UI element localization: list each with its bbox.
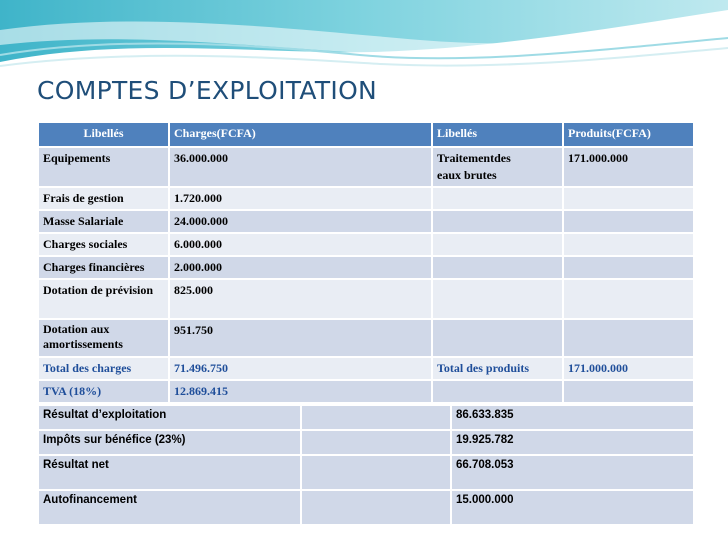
row-produits bbox=[563, 233, 694, 256]
row-label: Equipements bbox=[38, 147, 169, 187]
result-spacer bbox=[301, 405, 451, 430]
table-row-tva bbox=[38, 380, 694, 403]
header-charges: Charges(FCFA) bbox=[169, 122, 432, 147]
table-row bbox=[38, 319, 694, 357]
row-produits bbox=[563, 256, 694, 279]
result-row bbox=[38, 405, 694, 430]
result-spacer bbox=[301, 430, 451, 455]
row-label: TVA (18%) bbox=[38, 380, 169, 403]
results-table bbox=[37, 404, 695, 526]
result-value: 15.000.000 bbox=[451, 490, 694, 525]
row-label-produits: Traitementdes eaux brutes bbox=[432, 147, 563, 187]
table-row bbox=[38, 256, 694, 279]
row-label-produits bbox=[432, 233, 563, 256]
row-label-produits bbox=[432, 279, 563, 319]
result-label: Impôts sur bénéfice (23%) bbox=[38, 430, 301, 455]
operating-accounts-table bbox=[37, 121, 695, 404]
row-produits: 171.000.000 bbox=[563, 357, 694, 380]
table-header-row bbox=[38, 122, 694, 147]
table-row bbox=[38, 279, 694, 319]
row-label: Frais de gestion bbox=[38, 187, 169, 210]
result-label: Résultat net bbox=[38, 455, 301, 490]
result-label: Autofinancement bbox=[38, 490, 301, 525]
row-label: Masse Salariale bbox=[38, 210, 169, 233]
page-title: COMPTES D’EXPLOITATION bbox=[37, 76, 378, 105]
header-libelles-charges: Libellés bbox=[38, 122, 169, 147]
row-label-produits bbox=[432, 380, 563, 403]
row-charges: 12.869.415 bbox=[169, 380, 432, 403]
row-charges: 24.000.000 bbox=[169, 210, 432, 233]
result-label: Résultat d’exploitation bbox=[38, 405, 301, 430]
row-charges: 1.720.000 bbox=[169, 187, 432, 210]
table-row-total bbox=[38, 357, 694, 380]
row-label-produits bbox=[432, 256, 563, 279]
result-row bbox=[38, 455, 694, 490]
row-charges: 951.750 bbox=[169, 319, 432, 357]
row-label: Total des charges bbox=[38, 357, 169, 380]
row-label: Charges financières bbox=[38, 256, 169, 279]
row-produits bbox=[563, 380, 694, 403]
row-charges: 6.000.000 bbox=[169, 233, 432, 256]
row-label: Dotation aux amortissements bbox=[38, 319, 169, 357]
header-produits: Produits(FCFA) bbox=[563, 122, 694, 147]
row-produits bbox=[563, 319, 694, 357]
result-row bbox=[38, 430, 694, 455]
decorative-wave-header bbox=[0, 0, 728, 80]
table-row bbox=[38, 233, 694, 256]
table-row bbox=[38, 187, 694, 210]
row-charges: 36.000.000 bbox=[169, 147, 432, 187]
row-label: Dotation de prévision bbox=[38, 279, 169, 319]
row-produits bbox=[563, 279, 694, 319]
row-produits: 171.000.000 bbox=[563, 147, 694, 187]
row-label: Charges sociales bbox=[38, 233, 169, 256]
header-libelles-produits: Libellés bbox=[432, 122, 563, 147]
row-produits bbox=[563, 210, 694, 233]
result-value: 19.925.782 bbox=[451, 430, 694, 455]
result-row bbox=[38, 490, 694, 525]
row-charges: 2.000.000 bbox=[169, 256, 432, 279]
result-value: 86.633.835 bbox=[451, 405, 694, 430]
row-label-produits: Total des produits bbox=[432, 357, 563, 380]
row-label-produits bbox=[432, 210, 563, 233]
result-spacer bbox=[301, 490, 451, 525]
table-row bbox=[38, 210, 694, 233]
row-produits bbox=[563, 187, 694, 210]
row-label-produits bbox=[432, 187, 563, 210]
result-spacer bbox=[301, 455, 451, 490]
result-value: 66.708.053 bbox=[451, 455, 694, 490]
row-label-produits bbox=[432, 319, 563, 357]
table-row bbox=[38, 147, 694, 187]
row-charges: 71.496.750 bbox=[169, 357, 432, 380]
row-charges: 825.000 bbox=[169, 279, 432, 319]
